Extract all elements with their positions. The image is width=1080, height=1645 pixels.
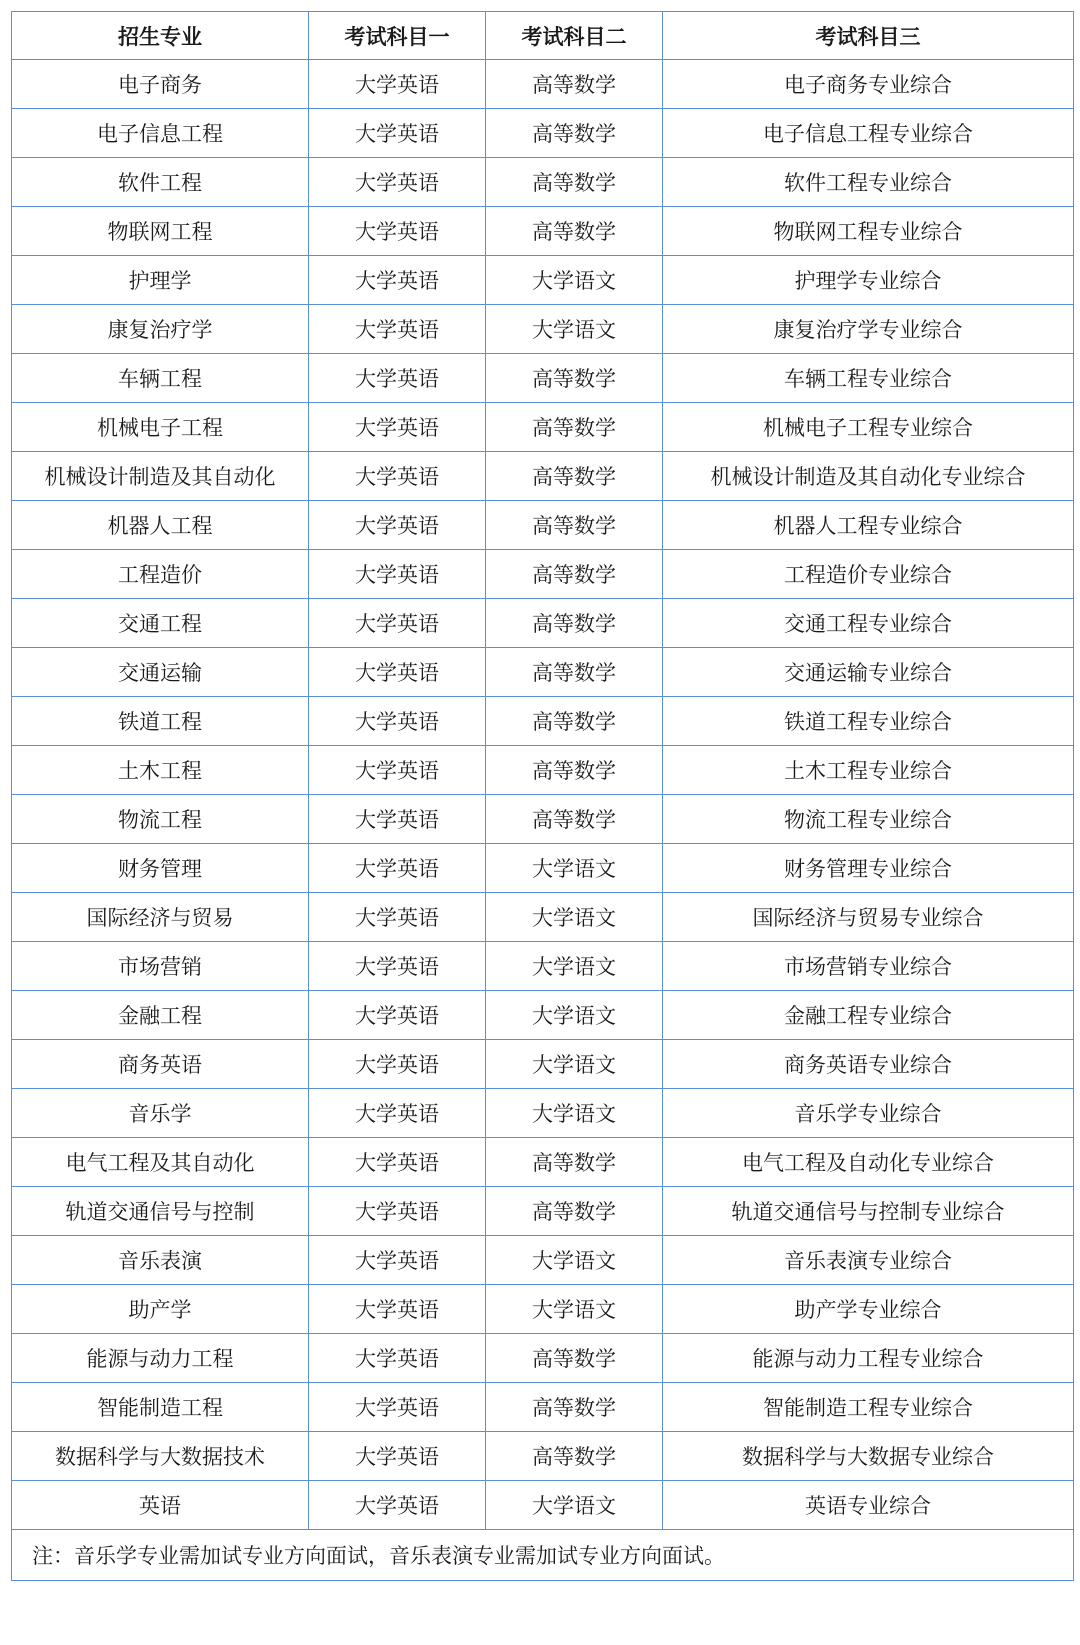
cell-major: 电气工程及其自动化 [12, 1138, 309, 1187]
cell-subject-2: 高等数学 [486, 1383, 663, 1432]
cell-subject-1: 大学英语 [309, 1040, 486, 1089]
table-row [12, 991, 1074, 1040]
cell-subject-1: 大学英语 [309, 1138, 486, 1187]
cell-subject-1: 大学英语 [309, 991, 486, 1040]
table-row [12, 550, 1074, 599]
table-row [12, 305, 1074, 354]
table-row [12, 1187, 1074, 1236]
table-header-row [12, 12, 1074, 60]
cell-subject-3: 铁道工程专业综合 [663, 697, 1074, 746]
cell-subject-2: 大学语文 [486, 256, 663, 305]
cell-subject-3: 市场营销专业综合 [663, 942, 1074, 991]
header-subject-3: 考试科目三 [663, 12, 1074, 60]
cell-subject-2: 高等数学 [486, 599, 663, 648]
cell-subject-2: 高等数学 [486, 1138, 663, 1187]
table-row [12, 599, 1074, 648]
cell-major: 市场营销 [12, 942, 309, 991]
cell-major: 物流工程 [12, 795, 309, 844]
cell-subject-3: 电子商务专业综合 [663, 60, 1074, 109]
cell-subject-1: 大学英语 [309, 109, 486, 158]
table-row [12, 207, 1074, 256]
table-row [12, 1285, 1074, 1334]
cell-subject-3: 商务英语专业综合 [663, 1040, 1074, 1089]
cell-subject-3: 康复治疗学专业综合 [663, 305, 1074, 354]
cell-subject-3: 智能制造工程专业综合 [663, 1383, 1074, 1432]
cell-subject-2: 高等数学 [486, 648, 663, 697]
header-subject-1: 考试科目一 [309, 12, 486, 60]
cell-subject-2: 高等数学 [486, 1334, 663, 1383]
cell-subject-1: 大学英语 [309, 746, 486, 795]
cell-subject-1: 大学英语 [309, 305, 486, 354]
table-row [12, 1334, 1074, 1383]
table-row [12, 354, 1074, 403]
table-row [12, 109, 1074, 158]
cell-subject-1: 大学英语 [309, 1334, 486, 1383]
cell-subject-1: 大学英语 [309, 942, 486, 991]
table-row [12, 60, 1074, 109]
cell-subject-3: 物联网工程专业综合 [663, 207, 1074, 256]
cell-subject-3: 软件工程专业综合 [663, 158, 1074, 207]
cell-subject-2: 大学语文 [486, 1285, 663, 1334]
cell-major: 交通工程 [12, 599, 309, 648]
cell-subject-3: 英语专业综合 [663, 1481, 1074, 1530]
cell-subject-2: 高等数学 [486, 746, 663, 795]
cell-subject-2: 高等数学 [486, 697, 663, 746]
cell-subject-2: 高等数学 [486, 109, 663, 158]
cell-subject-2: 高等数学 [486, 60, 663, 109]
cell-subject-1: 大学英语 [309, 1089, 486, 1138]
cell-major: 工程造价 [12, 550, 309, 599]
cell-subject-3: 车辆工程专业综合 [663, 354, 1074, 403]
cell-subject-3: 能源与动力工程专业综合 [663, 1334, 1074, 1383]
cell-major: 康复治疗学 [12, 305, 309, 354]
table-row [12, 1432, 1074, 1481]
cell-subject-3: 交通工程专业综合 [663, 599, 1074, 648]
cell-subject-2: 高等数学 [486, 452, 663, 501]
cell-subject-2: 大学语文 [486, 1481, 663, 1530]
cell-subject-2: 高等数学 [486, 354, 663, 403]
cell-major: 轨道交通信号与控制 [12, 1187, 309, 1236]
cell-subject-2: 高等数学 [486, 207, 663, 256]
cell-subject-2: 大学语文 [486, 991, 663, 1040]
cell-subject-3: 土木工程专业综合 [663, 746, 1074, 795]
cell-subject-3: 助产学专业综合 [663, 1285, 1074, 1334]
table-row [12, 893, 1074, 942]
cell-major: 土木工程 [12, 746, 309, 795]
cell-major: 软件工程 [12, 158, 309, 207]
cell-major: 机器人工程 [12, 501, 309, 550]
cell-subject-1: 大学英语 [309, 599, 486, 648]
cell-subject-1: 大学英语 [309, 697, 486, 746]
cell-subject-3: 音乐学专业综合 [663, 1089, 1074, 1138]
cell-subject-2: 高等数学 [486, 1432, 663, 1481]
cell-subject-1: 大学英语 [309, 256, 486, 305]
table-row [12, 1089, 1074, 1138]
cell-subject-1: 大学英语 [309, 893, 486, 942]
table-row [12, 697, 1074, 746]
table-row [12, 158, 1074, 207]
table-row [12, 452, 1074, 501]
cell-subject-1: 大学英语 [309, 1383, 486, 1432]
table-row [12, 844, 1074, 893]
cell-subject-1: 大学英语 [309, 1432, 486, 1481]
cell-subject-3: 电子信息工程专业综合 [663, 109, 1074, 158]
cell-subject-2: 大学语文 [486, 844, 663, 893]
cell-subject-1: 大学英语 [309, 354, 486, 403]
table-note: 注：音乐学专业需加试专业方向面试，音乐表演专业需加试专业方向面试。 [12, 1530, 1074, 1581]
cell-subject-3: 电气工程及自动化专业综合 [663, 1138, 1074, 1187]
cell-major: 商务英语 [12, 1040, 309, 1089]
table-row [12, 1236, 1074, 1285]
cell-subject-3: 数据科学与大数据专业综合 [663, 1432, 1074, 1481]
cell-subject-2: 高等数学 [486, 501, 663, 550]
cell-subject-1: 大学英语 [309, 452, 486, 501]
table-row [12, 1040, 1074, 1089]
note-row [12, 1530, 1074, 1581]
cell-major: 数据科学与大数据技术 [12, 1432, 309, 1481]
cell-subject-1: 大学英语 [309, 1481, 486, 1530]
table-row [12, 501, 1074, 550]
header-subject-2: 考试科目二 [486, 12, 663, 60]
cell-subject-3: 轨道交通信号与控制专业综合 [663, 1187, 1074, 1236]
cell-subject-2: 高等数学 [486, 403, 663, 452]
cell-subject-1: 大学英语 [309, 1187, 486, 1236]
cell-major: 智能制造工程 [12, 1383, 309, 1432]
cell-major: 铁道工程 [12, 697, 309, 746]
cell-subject-2: 大学语文 [486, 305, 663, 354]
cell-subject-3: 工程造价专业综合 [663, 550, 1074, 599]
cell-subject-1: 大学英语 [309, 158, 486, 207]
cell-subject-2: 大学语文 [486, 1040, 663, 1089]
cell-subject-3: 机械电子工程专业综合 [663, 403, 1074, 452]
table-row [12, 403, 1074, 452]
cell-major: 财务管理 [12, 844, 309, 893]
cell-major: 电子信息工程 [12, 109, 309, 158]
cell-major: 国际经济与贸易 [12, 893, 309, 942]
cell-subject-2: 大学语文 [486, 1236, 663, 1285]
cell-major: 音乐表演 [12, 1236, 309, 1285]
table-row [12, 1383, 1074, 1432]
table-row [12, 1138, 1074, 1187]
cell-subject-1: 大学英语 [309, 207, 486, 256]
cell-major: 护理学 [12, 256, 309, 305]
cell-major: 车辆工程 [12, 354, 309, 403]
cell-subject-1: 大学英语 [309, 550, 486, 599]
cell-subject-1: 大学英语 [309, 1285, 486, 1334]
cell-major: 助产学 [12, 1285, 309, 1334]
table-row [12, 746, 1074, 795]
cell-major: 物联网工程 [12, 207, 309, 256]
cell-subject-3: 机器人工程专业综合 [663, 501, 1074, 550]
cell-subject-3: 机械设计制造及其自动化专业综合 [663, 452, 1074, 501]
cell-major: 音乐学 [12, 1089, 309, 1138]
cell-major: 电子商务 [12, 60, 309, 109]
cell-major: 英语 [12, 1481, 309, 1530]
header-major: 招生专业 [12, 12, 309, 60]
cell-subject-2: 大学语文 [486, 1089, 663, 1138]
cell-major: 机械电子工程 [12, 403, 309, 452]
cell-subject-1: 大学英语 [309, 403, 486, 452]
table-row [12, 1481, 1074, 1530]
cell-subject-3: 金融工程专业综合 [663, 991, 1074, 1040]
cell-major: 交通运输 [12, 648, 309, 697]
cell-subject-2: 高等数学 [486, 158, 663, 207]
exam-subjects-table [11, 11, 1074, 1581]
table-row [12, 256, 1074, 305]
cell-subject-1: 大学英语 [309, 60, 486, 109]
cell-subject-2: 高等数学 [486, 1187, 663, 1236]
cell-subject-3: 物流工程专业综合 [663, 795, 1074, 844]
cell-subject-3: 护理学专业综合 [663, 256, 1074, 305]
table-body [12, 60, 1074, 1530]
cell-subject-2: 高等数学 [486, 795, 663, 844]
cell-subject-2: 高等数学 [486, 550, 663, 599]
cell-major: 能源与动力工程 [12, 1334, 309, 1383]
cell-subject-2: 大学语文 [486, 942, 663, 991]
cell-subject-3: 交通运输专业综合 [663, 648, 1074, 697]
cell-major: 金融工程 [12, 991, 309, 1040]
table-row [12, 648, 1074, 697]
cell-subject-1: 大学英语 [309, 501, 486, 550]
cell-major: 机械设计制造及其自动化 [12, 452, 309, 501]
cell-subject-1: 大学英语 [309, 844, 486, 893]
cell-subject-1: 大学英语 [309, 648, 486, 697]
cell-subject-3: 音乐表演专业综合 [663, 1236, 1074, 1285]
cell-subject-3: 财务管理专业综合 [663, 844, 1074, 893]
cell-subject-1: 大学英语 [309, 1236, 486, 1285]
cell-subject-3: 国际经济与贸易专业综合 [663, 893, 1074, 942]
cell-subject-2: 大学语文 [486, 893, 663, 942]
cell-subject-1: 大学英语 [309, 795, 486, 844]
table-row [12, 942, 1074, 991]
table-row [12, 795, 1074, 844]
